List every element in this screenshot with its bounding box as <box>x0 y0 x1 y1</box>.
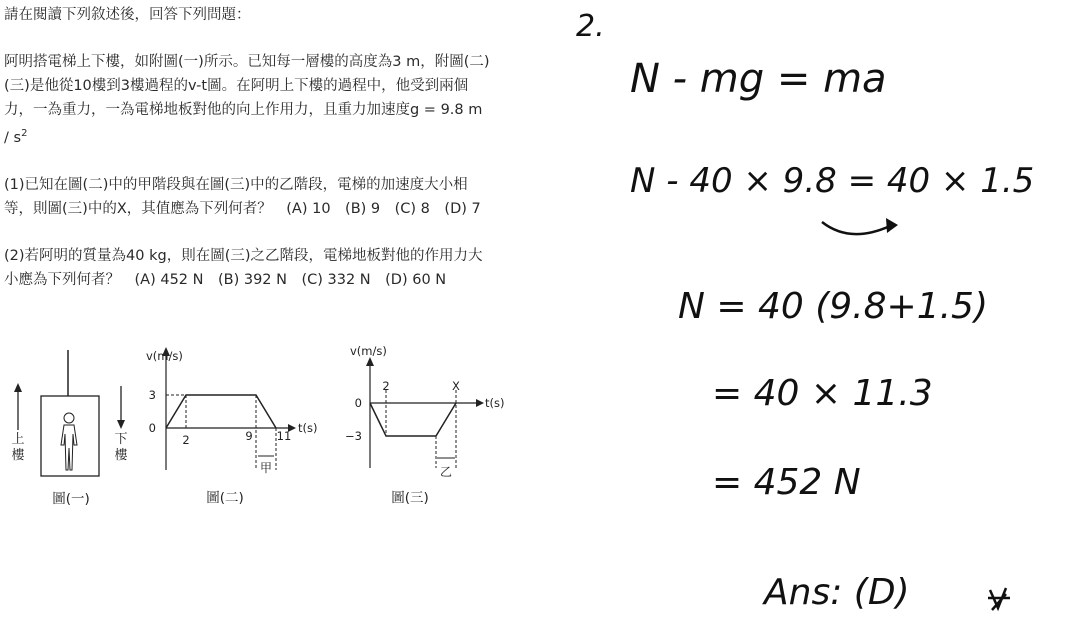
y-tick-3: 3 <box>148 388 156 402</box>
solution-line-3: N = 40 (9.8+1.5) <box>678 286 988 327</box>
unit-exponent: 2 <box>21 128 28 139</box>
y-tick-0: 0 <box>354 396 362 410</box>
up-label-2: 樓 <box>11 448 25 463</box>
question-1-line-1: (1)已知在圖(二)中的甲階段與在圖(三)中的乙階段，電梯的加速度大小相 <box>4 177 468 193</box>
velocity-line <box>166 395 276 428</box>
solution-line-2: N - 40 × 9.8 = 40 × 1.5 <box>630 161 1035 201</box>
figure-1-caption: 圖(一) <box>52 491 90 507</box>
up-arrow-icon <box>14 383 22 430</box>
question-1-line-2: 等，則圖(三)中的X，其值應為下列何者？ (A) 10 (B) 9 (C) 8 (D) 7 <box>4 201 481 217</box>
up-label-1: 上 <box>11 432 25 447</box>
paragraph-line-2: (三)是他從10樓到3樓過程的v-t圖。在阿明上下樓的過程中，他受到兩個 <box>4 78 469 94</box>
solution-line-4: = 40 × 11.3 <box>712 373 933 414</box>
question-2-line-2: 小應為下列何者？ (A) 452 N (B) 392 N (C) 332 N (D) 60 N <box>4 272 447 288</box>
y-axis-arrow-icon <box>366 357 374 366</box>
paragraph-line-3: 力，一為重力，一為電梯地板對他的向上作用力，且重力加速度g = 9.8 m <box>4 102 483 118</box>
figure-1-elevator <box>11 350 128 507</box>
question-2-line-1: (2)若阿明的質量為40 kg，則在圖(三)之乙階段，電梯地板對他的作用力大 <box>4 248 483 264</box>
solution-line-5: = 452 N <box>712 462 861 503</box>
x-tick-9: 9 <box>245 429 253 443</box>
figure-3-caption: 圖(三) <box>391 490 429 506</box>
y-axis-label: v(m/s) <box>146 349 183 363</box>
velocity-line <box>370 403 456 436</box>
x-tick-11: 11 <box>276 429 292 443</box>
unit-text: / s <box>4 129 22 146</box>
paragraph-line-1: 阿明搭電梯上下樓，如附圖(一)所示。已知每一層樓的高度為3 m，附圖(二) <box>4 54 490 70</box>
solution-number: 2. <box>576 9 605 44</box>
stage-jia-label: 甲 <box>259 461 273 475</box>
figure-2-vt-graph <box>146 347 317 506</box>
down-arrow-icon <box>117 386 125 429</box>
x-axis-label: t(s) <box>485 396 505 410</box>
curved-arrow-head-icon <box>886 218 898 233</box>
solution-line-1: N - mg = ma <box>630 56 887 102</box>
figure-3-vt-graph <box>345 344 504 506</box>
curved-arrow-icon <box>822 222 890 234</box>
down-label-2: 樓 <box>114 448 128 463</box>
x-tick-2: 2 <box>382 379 390 393</box>
y-tick-0: 0 <box>148 421 156 435</box>
x-axis-label: t(s) <box>298 421 318 435</box>
stage-yi-label: 乙 <box>439 465 453 479</box>
y-tick-neg-3: −3 <box>345 429 362 443</box>
y-axis-label: v(m/s) <box>350 344 387 358</box>
x-tick-X: X <box>452 379 460 393</box>
down-label-1: 下 <box>114 432 128 447</box>
x-tick-2: 2 <box>182 433 190 447</box>
paragraph-line-4 <box>4 122 27 150</box>
answer-text: Ans: (D) <box>764 572 910 613</box>
figure-2-caption: 圖(二) <box>206 490 244 506</box>
intro-text: 請在閱讀下列敘述後，回答下列問題： <box>4 7 251 23</box>
figures-area <box>0 330 540 510</box>
x-axis-arrow-icon <box>476 399 484 407</box>
handwritten-solution <box>560 0 1067 631</box>
star-mark-icon <box>988 588 1010 610</box>
